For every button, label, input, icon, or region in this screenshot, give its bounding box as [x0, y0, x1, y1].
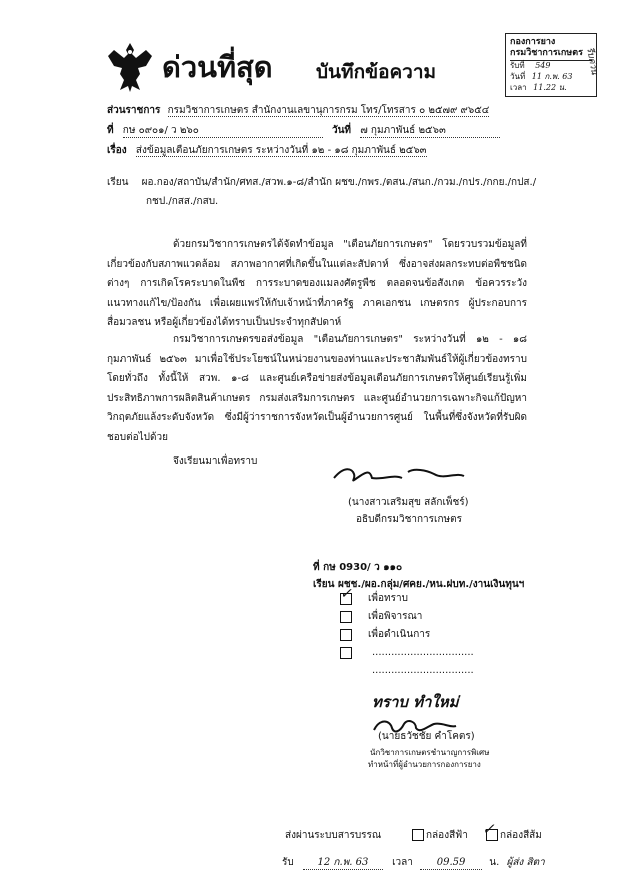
stamp-date-label: วันที่ [510, 72, 526, 81]
footer-green-box-label: กล่องสีฟ้า [426, 830, 468, 841]
checkbox-consider [340, 611, 352, 623]
footer-time-value: 09.59 [420, 856, 482, 870]
ref-row [107, 124, 527, 138]
corner-handwriting: รีบด่วน [584, 46, 599, 76]
footer-blue-box-label: กล่องสีส้ม [500, 830, 542, 841]
agency-value: กรมวิชาการเกษตร สำนักงานเลขานุการกรม โทร/โทรสาร ๐ ๒๕๗๙ ๙๖๕๔ [167, 105, 490, 116]
to-value-line2: กชป./กสส./กสบ. [146, 196, 219, 207]
footer-time-suffix: น. [489, 857, 500, 868]
routing-ref: ที่ กษ 0930/ ว ๑๑๐ [313, 562, 403, 573]
option-acknowledge: เพื่อทราบ [368, 593, 408, 604]
body-paragraph-2: กรมวิชาการเกษตรขอส่งข้อมูล "เตือนภัยการเกษตร" ระหว่างวันที่ ๑๒ - ๑๘ กุมภาพันธ์ ๒๕๖๓ มาเพื่อใช้ประโยชน์ในหน่วยงานของท่านและประชาสัมพันธ์ให้ผู้เกี่ยวข้องทราบโดยทั่วถึง ทั้งนี้ให้ สวพ. ๑-๘ และศูนย์เครือข่ายส่งข้อมูลเตือนภัยการเกษตรให้ศูนย์เรียนรู้เพิ่มประสิทธิภาพการผลิตสินค้าเกษตร กรมส่งเสริมการเกษตร และศูนย์อำนวยการเฉพาะกิจแก้ปัญหาวิกฤตภัยแล้งระดับจังหวัด ซึ่งมีผู้ว่าราชการจังหวัดเป็นผู้อำนวยการศูนย์ ในพื้นที่ซึ่งจังหวัดที่รับผิดชอบต่อไปด้วย [107, 334, 527, 443]
stamp-officer-name: (นายธวัชชัย คำโคตร) [378, 731, 475, 742]
stamp-recv-label: รับที่ [510, 61, 525, 70]
date-label: วันที่ [331, 125, 352, 136]
stamp-time-value: 11.22 น. [533, 83, 567, 92]
stamp-dept: กองการยาง [510, 37, 556, 47]
checkbox-proceed [340, 629, 352, 641]
subject-row [107, 144, 527, 157]
subject-label: เรื่อง [107, 145, 127, 156]
option-other-dots: ................................ [372, 647, 474, 658]
agency-label: ส่วนราชการ [107, 105, 161, 116]
stamp-org: กรมวิชาการเกษตร [510, 47, 592, 61]
routing-to: เรียน ผชช./ผอ.กลุ่ม/ศคย./หน.ฝบท./งานเงินทุนฯ [313, 579, 525, 590]
signatory-name: (นางสาวเสริมสุข สลักเพ็ชร์) [348, 497, 469, 508]
footer-green-checkbox [412, 829, 424, 841]
to-row [107, 176, 536, 189]
body-paragraph-1: ด้วยกรมวิชาการเกษตรได้จัดทำข้อมูล "เตือนภัยการเกษตร" โดยรวบรวมข้อมูลที่เกี่ยวข้องกับสภาพแวดล้อม สภาพอากาศที่เกิดขึ้นในแต่ละสัปดาห์ ซึ่งอาจส่งผลกระทบต่อพืชชนิดต่างๆ การเกิดโรคระบาดในพืช การระบาดของแมลงศัตรูพืช ตลอดจนข้อสังเกต ข้อควรระวัง แนวทางแก้ไข/ป้องกัน เพื่อเผยแพร่ให้กับเจ้าหน้าที่ภาครัฐ ภาคเอกชน เกษตรกร ผู้ประกอบการ สื่อมวลชน หรือผู้เกี่ยวข้องได้ทราบเป็นประจำทุกสัปดาห์ [107, 239, 527, 328]
stamp-time-label: เวลา [510, 83, 527, 92]
agency-row [107, 104, 503, 117]
checkmark-icon: ✓ [340, 586, 352, 602]
footer-sender: ผู้ส่ง สิตา [506, 857, 545, 868]
footer-date-row [282, 856, 622, 870]
stamp-date-value: 11 ก.พ. 63 [531, 72, 573, 81]
garuda-emblem [106, 40, 154, 94]
signature-mark [330, 460, 470, 488]
footer-date-value: 12 ก.พ. 63 [303, 856, 383, 870]
footer-time-label: เวลา [392, 857, 413, 868]
stamp-officer-role: ทำหน้าที่ผู้อำนวยการกองการยาง [368, 760, 481, 769]
ref-value: กษ ๐๙๐๑/ ว ๒๖๐ [123, 124, 323, 138]
footer-date-prefix: รับ [282, 857, 294, 868]
footer-checkmark-icon: ✓ [482, 820, 495, 838]
date-value: ๗ กุมภาพันธ์ ๒๕๖๓ [360, 124, 500, 138]
closing-line: จึงเรียนมาเพื่อทราบ [173, 456, 258, 467]
option-consider: เพื่อพิจารณา [368, 611, 423, 622]
receipt-stamp [505, 33, 597, 97]
memo-title: บันทึกข้อความ [316, 61, 437, 83]
urgent-label: ด่วนที่สุด [162, 50, 273, 84]
to-value-line1: ผอ.กอง/สถาบัน/สำนัก/ศทส./สวพ.๑-๘/สำนัก ผชข./กพร./ตสน./สนก./กวม./กปร./กกย./กปส./ [141, 177, 537, 188]
subject-value: ส่งข้อมูลเตือนภัยการเกษตร ระหว่างวันที่ ๑๒ - ๑๘ กุมภาพันธ์ ๒๕๖๓ [135, 145, 427, 156]
option-proceed: เพื่อดำเนินการ [368, 629, 431, 640]
to-label: เรียน [107, 177, 129, 188]
option-other-dots-2: ................................ [372, 665, 474, 676]
footer-via-label: ส่งผ่านระบบสารบรรณ [285, 830, 382, 841]
signatory-title: อธิบดีกรมวิชาการเกษตร [356, 514, 462, 525]
stamp-officer-title: นักวิชาการเกษตรชำนาญการพิเศษ [370, 748, 490, 757]
handwritten-note: ทราบ ทำใหม่ [372, 693, 459, 711]
stamp-recv-no: 549 [535, 61, 551, 70]
checkbox-other [340, 647, 352, 659]
ref-label: ที่ [107, 125, 114, 136]
